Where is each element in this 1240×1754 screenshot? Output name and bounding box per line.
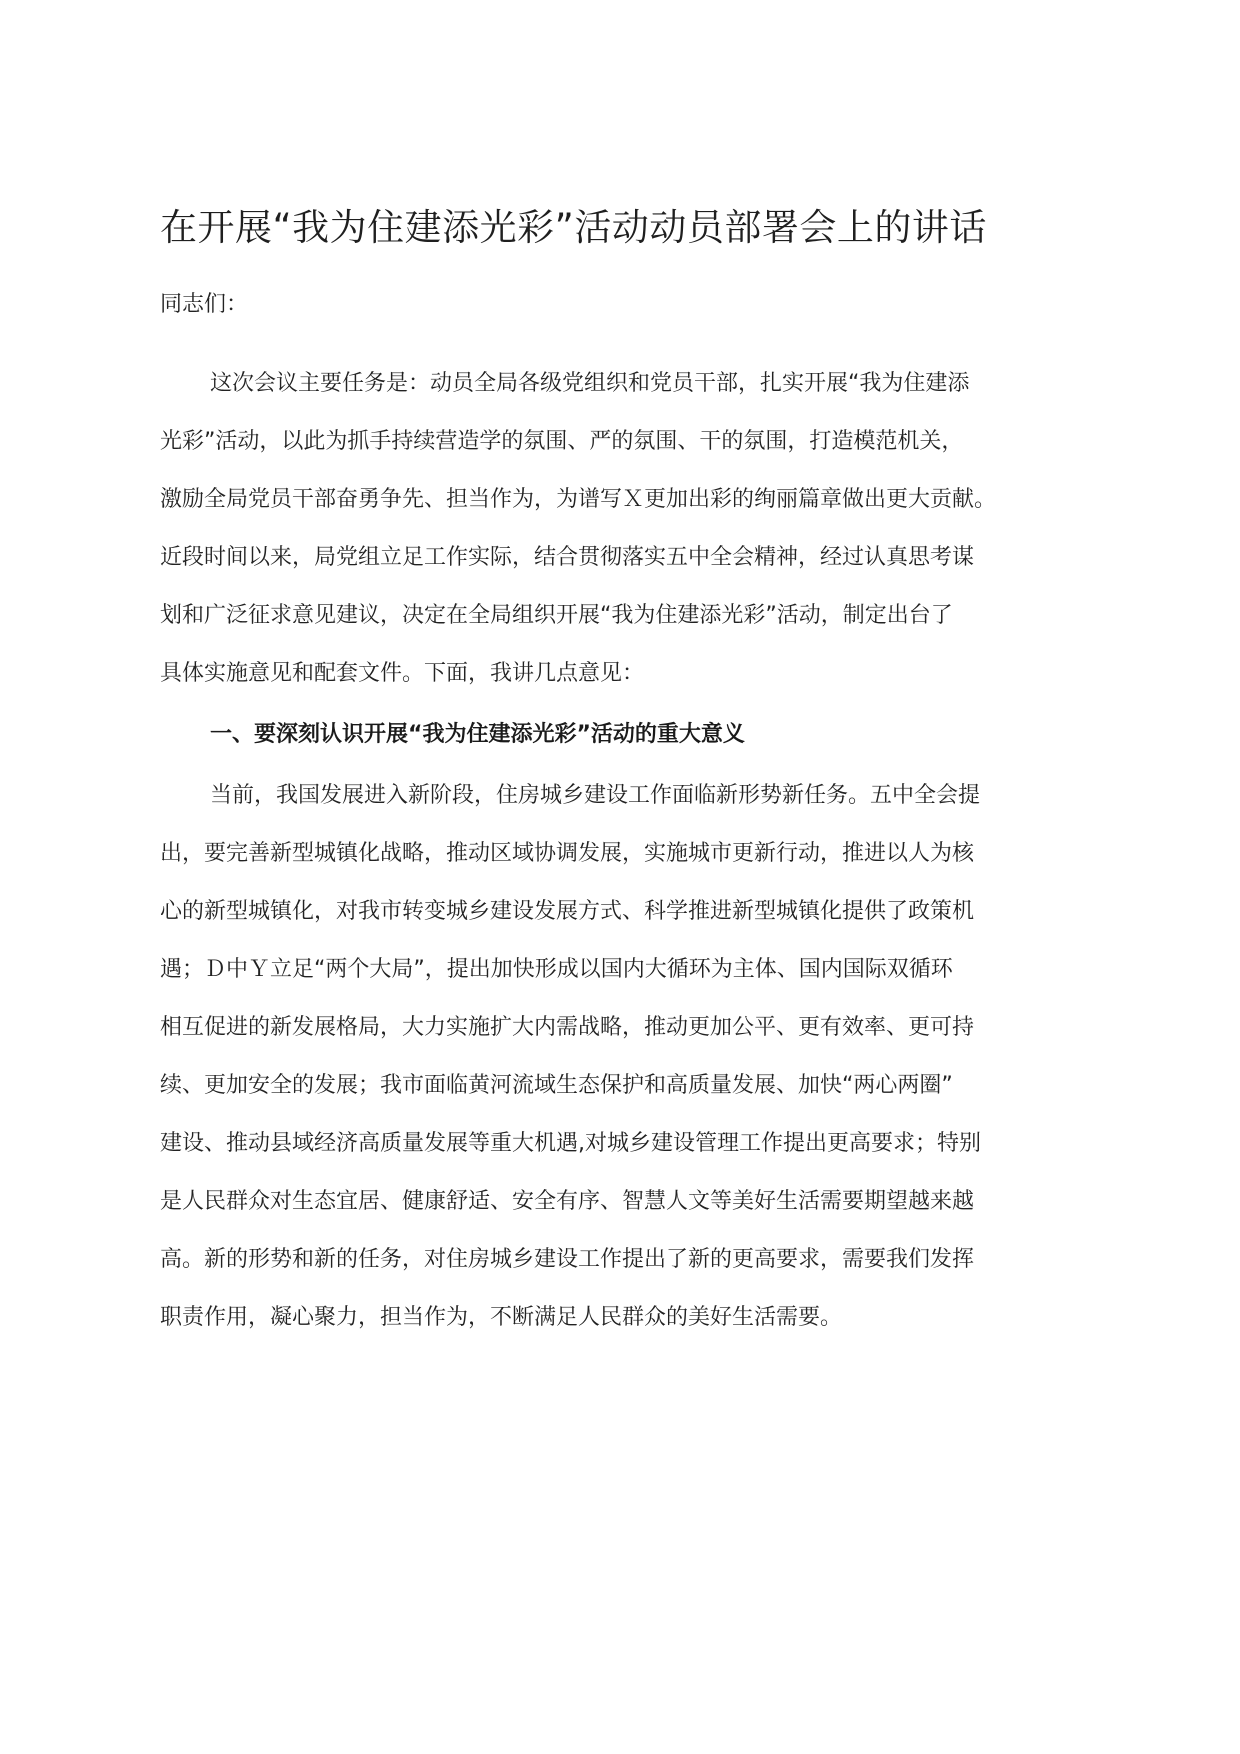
paragraph-line: 是人民群众对生态宜居、健康舒适、安全有序、智慧人文等美好生活需要期望越来越 xyxy=(160,1189,975,1214)
paragraph-line: 具体实施意见和配套文件。下面，我讲几点意见： xyxy=(160,661,645,686)
paragraph-line: 出，要完善新型城镇化战略，推动区域协调发展，实施城市更新行动，推进以人为核 xyxy=(160,841,975,866)
section-heading: 一、要深刻认识开展“我为住建添光彩”活动的重大意义 xyxy=(210,722,745,747)
paragraph-line: 这次会议主要任务是：动员全局各级党组织和党员干部，扎实开展“我为住建添 xyxy=(210,371,970,396)
paragraph-line: 光彩”活动，以此为抓手持续营造学的氛围、严的氛围、干的氛围，打造模范机关， xyxy=(160,429,964,454)
paragraph-line: 近段时间以来，局党组立足工作实际，结合贯彻落实五中全会精神，经过认真思考谋 xyxy=(160,545,975,570)
document-title: 在开展“我为住建添光彩”活动动员部署会上的讲话 xyxy=(160,206,987,249)
paragraph-line: 遇；Ｄ中Ｙ立足“两个大局”，提出加快形成以国内大循环为主体、国内国际双循环 xyxy=(160,957,953,982)
paragraph-line: 划和广泛征求意见建议，决定在全局组织开展“我为住建添光彩”活动，制定出台了 xyxy=(160,603,953,628)
paragraph-line: 续、更加安全的发展；我市面临黄河流域生态保护和高质量发展、加快“两心两圈” xyxy=(160,1073,953,1098)
paragraph-line: 高。新的形势和新的任务，对住房城乡建设工作提出了新的更高要求，需要我们发挥 xyxy=(160,1247,975,1272)
paragraph-line: 当前，我国发展进入新阶段，住房城乡建设工作面临新形势新任务。五中全会提 xyxy=(210,783,981,808)
paragraph-line: 职责作用，凝心聚力，担当作为，不断满足人民群众的美好生活需要。 xyxy=(160,1305,843,1330)
paragraph-line: 建设、推动县域经济高质量发展等重大机遇,对城乡建设管理工作提出更高要求；特别 xyxy=(160,1131,981,1156)
paragraph-line: 相互促进的新发展格局，大力实施扩大内需战略，推动更加公平、更有效率、更可持 xyxy=(160,1015,975,1040)
paragraph-line: 激励全局党员干部奋勇争先、担当作为，为谱写Ｘ更加出彩的绚丽篇章做出更大贡献。 xyxy=(160,487,997,512)
salutation: 同志们： xyxy=(160,292,249,317)
paragraph-line: 心的新型城镇化，对我市转变城乡建设发展方式、科学推进新型城镇化提供了政策机 xyxy=(160,899,975,924)
